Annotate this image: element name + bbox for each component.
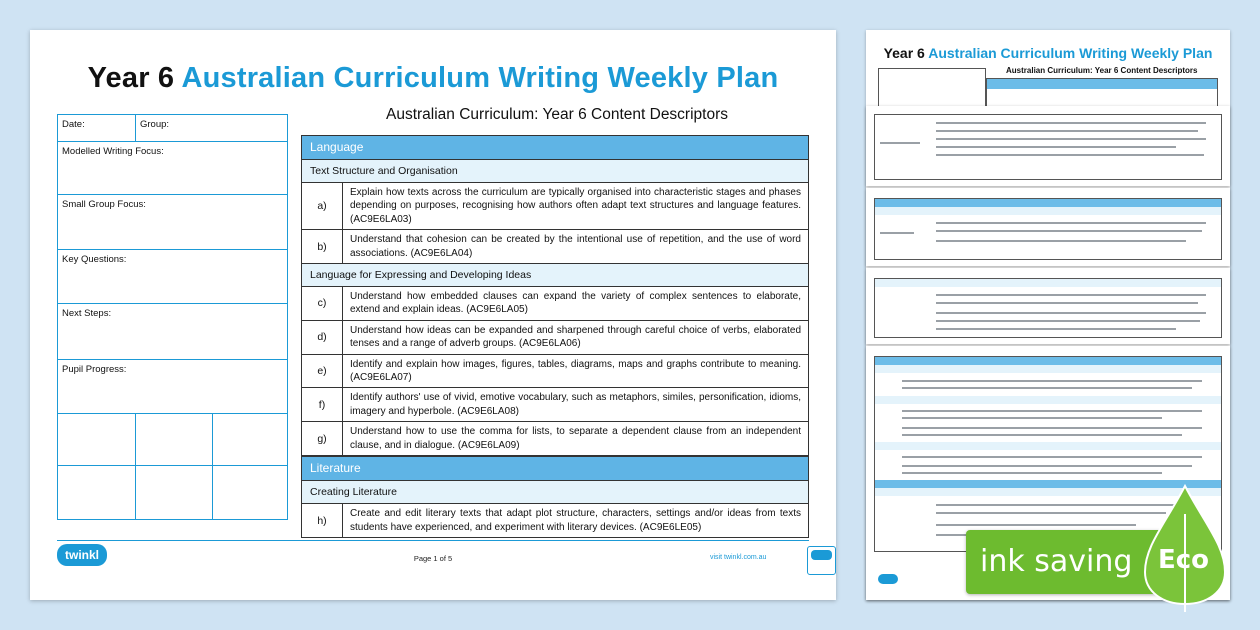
back-page-title — [866, 45, 1230, 61]
modelled-label: Modelled Writing Focus: — [62, 146, 164, 157]
main-page — [30, 30, 836, 600]
row-label: f) — [302, 388, 343, 421]
next-steps-label: Next Steps: — [62, 308, 112, 319]
table-row — [302, 504, 808, 537]
title-plan: Australian Curriculum Writing Weekly Plan — [181, 62, 779, 94]
row-text: Identify and explain how images, figures, tables, diagrams, maps and graphs contribute to meaning. (AC9E6LA07) — [350, 358, 801, 384]
visit-link[interactable]: visit twinkl.com.au — [710, 554, 767, 561]
stacked-page-preview — [866, 188, 1230, 266]
row-text: Understand that cohesion can be created by the intentional use of repetition, and the use of word associations. (AC9E6LA04) — [350, 234, 801, 259]
small-group-label: Small Group Focus: — [62, 199, 146, 210]
title-year: Year 6 — [87, 62, 175, 94]
pupil-progress-label: Pupil Progress: — [62, 364, 127, 375]
stacked-page-preview — [866, 268, 1230, 344]
date-group-row — [58, 115, 287, 142]
eco-label: Eco — [1158, 545, 1210, 575]
small-group-cell[interactable] — [58, 195, 287, 250]
page-number: Page 1 of 5 — [413, 554, 453, 563]
mini-twinkl-logo-icon — [878, 574, 898, 584]
table-row — [302, 183, 808, 230]
row-text: Create and edit literary texts that adapt plot structure, characters, settings and/or ideas from texts students have experienced, and experiment with literary devices. (AC9E6LE05) — [350, 508, 801, 533]
row-text: Understand how embedded clauses can expand the variety of complex sentences to elaborate, extend and explain ideas. (AC9E6LA05) — [350, 291, 801, 316]
row-label: g) — [302, 422, 343, 455]
ink-saving-text: ink saving — [980, 544, 1133, 579]
table-row — [302, 388, 808, 422]
subsection-text-structure: Text Structure and Organisation — [302, 160, 808, 183]
date-label: Date: — [62, 119, 85, 130]
section-literature: Literature — [302, 456, 808, 481]
twinkl-logo: twinkl — [57, 544, 107, 566]
row-label: b) — [302, 230, 343, 263]
table-row — [302, 422, 808, 456]
progress-grid-row — [58, 414, 287, 466]
table-row — [302, 287, 808, 321]
table-row — [302, 321, 808, 355]
subsection-creating-literature: Creating Literature — [302, 481, 808, 504]
row-label: e) — [302, 355, 343, 388]
back-title-plan: Australian Curriculum Writing Weekly Plan — [928, 45, 1213, 61]
section-language: Language — [302, 136, 808, 160]
planning-grid — [57, 114, 288, 520]
row-text: Understand how to use the comma for lists, to separate a dependent clause from an independent clause, and in dialogue. (AC9E6LA09) — [350, 426, 801, 451]
key-questions-label: Key Questions: — [62, 254, 127, 265]
group-label: Group: — [140, 119, 170, 130]
row-text: Explain how texts across the curriculum are typically organised into characteristic stages and phases depending on purposes, recognising how authors often adapt text structures and language features. (AC9E6LA03) — [350, 187, 801, 225]
row-text: Identify authors' use of vivid, emotive vocabulary, such as metaphors, similes, personification, idioms, imagery and hyperbole. (AC9E6LA08) — [350, 392, 801, 417]
row-label: d) — [302, 321, 343, 354]
page-title — [30, 62, 836, 95]
back-title-year: Year 6 — [883, 45, 925, 61]
table-row — [302, 230, 808, 264]
stacked-page-preview — [866, 106, 1230, 186]
back-page-subtitle: Australian Curriculum: Year 6 Content Descriptors — [1006, 66, 1198, 75]
table-row — [302, 355, 808, 389]
quality-badge-icon — [807, 546, 836, 575]
progress-grid-row — [58, 466, 287, 519]
subsection-expressing-ideas: Language for Expressing and Developing Ideas — [302, 264, 808, 287]
content-descriptors-title: Australian Curriculum: Year 6 Content Descriptors — [385, 106, 728, 123]
row-label: a) — [302, 183, 343, 229]
row-text: Understand how ideas can be expanded and sharpened through careful choice of verbs, elaborated tenses and a range of adverb groups. (AC9E6LA06) — [350, 324, 801, 350]
key-questions-cell[interactable] — [58, 250, 287, 304]
next-steps-cell[interactable] — [58, 304, 287, 360]
row-label: c) — [302, 287, 343, 320]
pupil-progress-cell[interactable] — [58, 360, 287, 414]
row-label: h) — [302, 504, 343, 537]
modelled-writing-cell[interactable] — [58, 142, 287, 195]
footer-divider — [57, 540, 809, 541]
descriptors-table — [301, 135, 809, 538]
